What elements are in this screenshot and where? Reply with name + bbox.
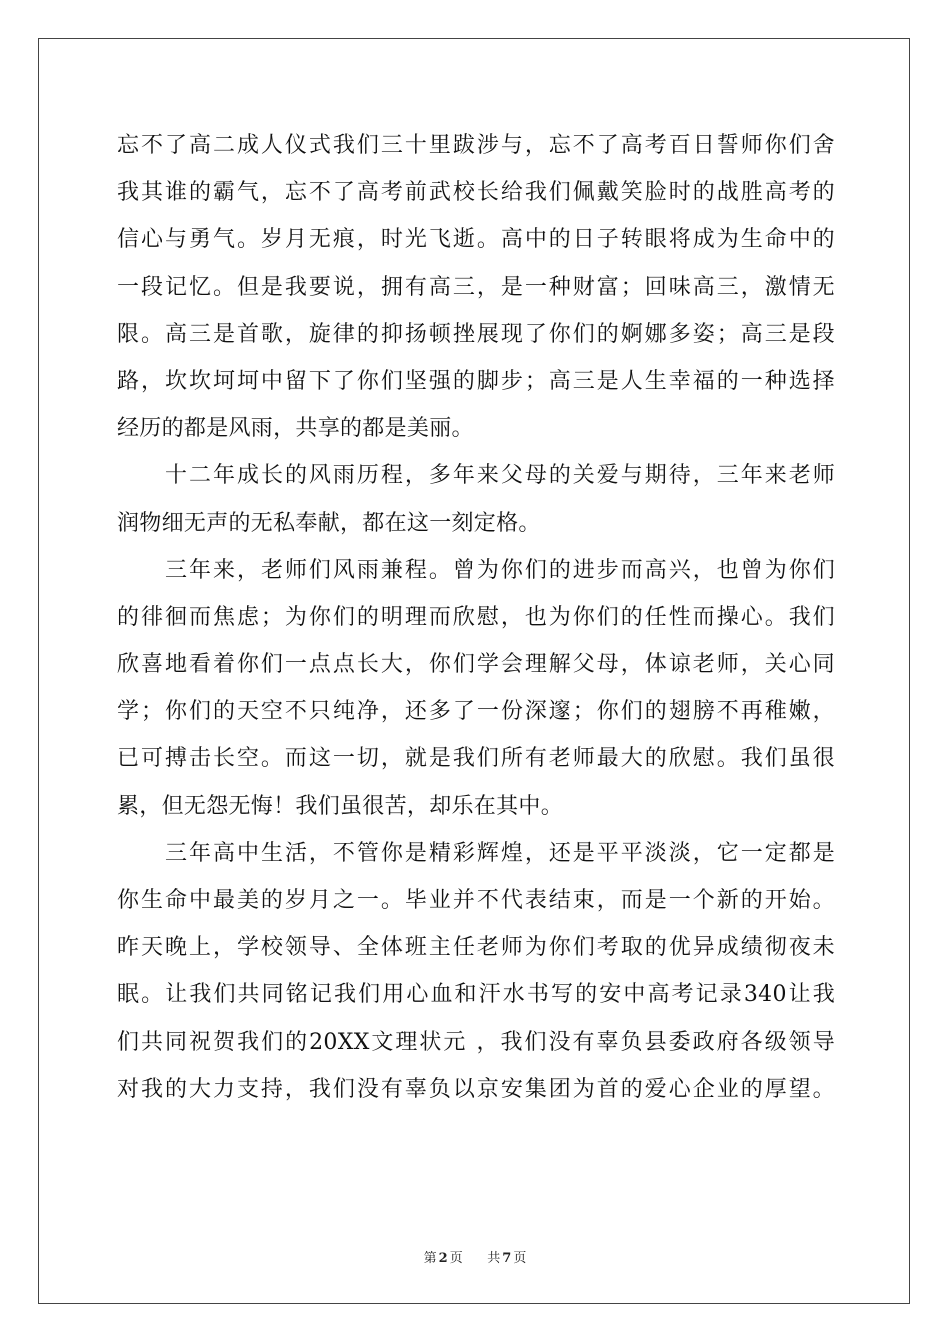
text-line: 累，但无怨无悔！我们虽很苦，却乐在其中。: [117, 793, 564, 819]
text-line: 的徘徊而焦虑；为你们的明理而欣慰，也为你们的任性而操心。我们: [117, 604, 835, 630]
text-line: 十二年成长的风雨历程，多年来父母的关爱与期待，三年来老师: [165, 463, 835, 489]
text-line: 欣喜地看着你们一点点长大，你们学会理解父母，体谅老师，关心同: [117, 652, 835, 678]
text-line: 对我的大力支持，我们没有辜负以京安集团为首的爱心企业的厚望。: [117, 1076, 835, 1102]
text-line: 已可搏击长空。而这一切，就是我们所有老师最大的欣慰。我们虽很: [117, 746, 835, 772]
text-line: 三年高中生活，不管你是精彩辉煌，还是平平淡淡，它一定都是: [165, 840, 835, 866]
text-line: 润物细无声的无私奉献，都在这一刻定格。: [117, 510, 541, 536]
page-total: 共 7 页: [487, 1251, 527, 1266]
text-line: 路，坎坎坷坷中留下了你们坚强的脚步；高三是人生幸福的一种选择: [117, 368, 835, 394]
text-line: 昨天晚上，学校领导、全体班主任老师为你们考取的优异成绩彻夜未: [117, 935, 835, 961]
text-line: 我其谁的霸气，忘不了高考前武校长给我们佩戴笑脸时的战胜高考的: [117, 180, 835, 206]
text-line: 三年来，老师们风雨兼程。曾为你们的进步而高兴，也曾为你们: [165, 557, 835, 583]
text-line: 信心与勇气。岁月无痕，时光飞逝。高中的日子转眼将成为生命中的: [117, 227, 835, 253]
page-number: 第 2 页: [423, 1251, 463, 1266]
text-line: 忘不了高二成人仪式我们三十里跋涉与，忘不了高考百日誓师你们舍: [117, 133, 835, 158]
text-line: 限。高三是首歌，旋律的抑扬顿挫展现了你们的婀娜多姿；高三是段: [117, 321, 835, 347]
page-footer: [0, 1247, 950, 1266]
text-line: 你生命中最美的岁月之一。毕业并不代表结束，而是一个新的开始。: [117, 888, 835, 913]
text-line: 经历的都是风雨，共享的都是美丽。: [117, 416, 474, 442]
document-body: [117, 122, 835, 1113]
text-line: 们共同祝贺我们的20XX文理状元 ，我们没有辜负县委政府各级领导: [117, 1029, 835, 1055]
text-line: 学；你们的天空不只纯净，还多了一份深邃；你们的翅膀不再稚嫩，: [117, 699, 835, 725]
text-line: 一段记忆。但是我要说，拥有高三，是一种财富；回味高三，激情无: [117, 274, 835, 300]
text-line: 眠。让我们共同铭记我们用心血和汗水书写的安中高考记录340让我: [117, 982, 835, 1008]
